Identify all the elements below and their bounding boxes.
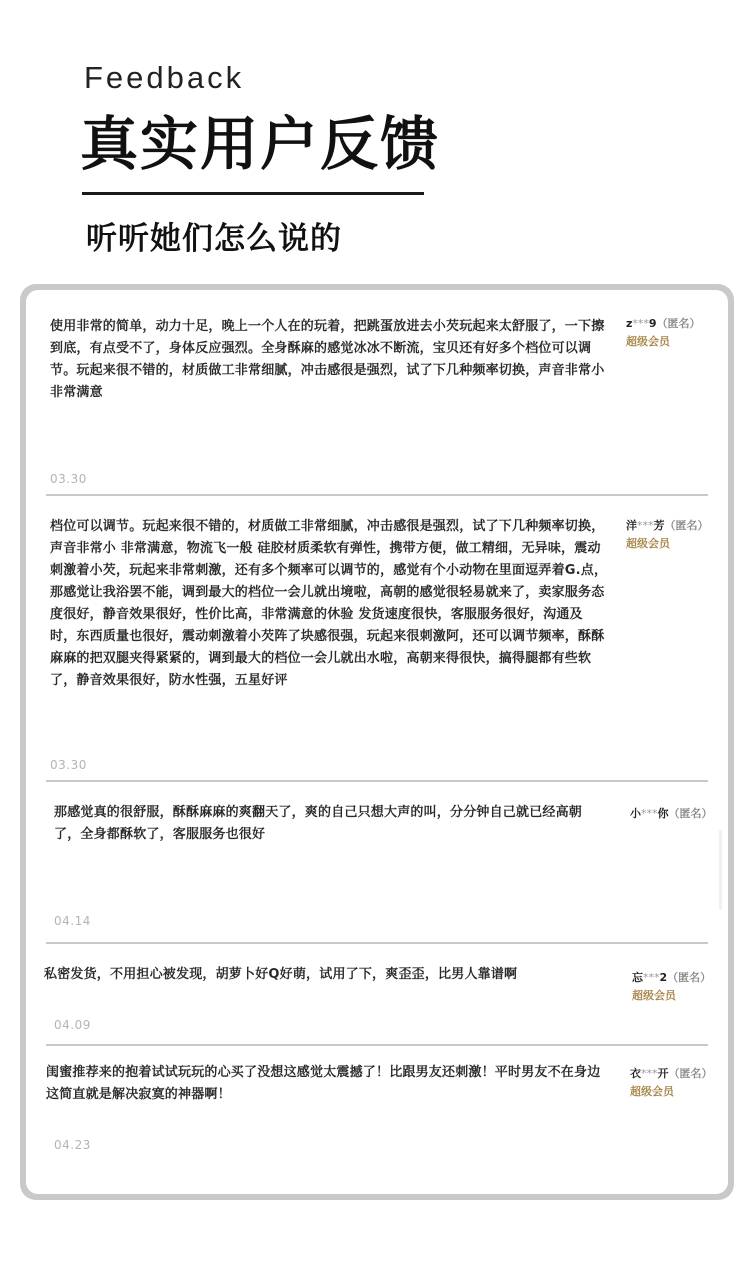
review-text: 闺蜜推荐来的抱着试试玩玩的心买了没想这感觉太震撼了！比跟男友还刺激！平时男友不在身边这简直就是解决寂寞的神器啊！	[46, 1065, 601, 1102]
review-divider	[46, 942, 708, 944]
reviewer-name-mask: ***	[643, 971, 660, 984]
reviewer-name-first: 衣	[630, 1067, 641, 1080]
reviewer-name-mask: ***	[637, 519, 654, 532]
review-divider	[46, 494, 708, 496]
reviewer-name-mask: ***	[641, 1067, 658, 1080]
reviewer-name-first: 小	[630, 807, 641, 820]
reviewer-info	[630, 806, 713, 822]
review-text: 使用非常的简单，动力十足，晚上一个人在的玩着，把跳蛋放进去小芡玩起来太舒服了，一下擦到底，有点受不了，身体反应强烈。全身酥麻的感觉冰冰不断流，宝贝还有好多个档位可以调节。玩起来很不错的，材质做工非常细腻，冲击感很是强烈，试了下几种频率切换，声音非常小 非常满意	[50, 319, 605, 400]
anonymous-label: （匿名）	[668, 1067, 713, 1080]
review-divider	[46, 780, 708, 782]
anonymous-label: （匿名）	[664, 519, 709, 532]
review-text: 档位可以调节。玩起来很不错的，材质做工非常细腻，冲击感很是强烈，试了下几种频率切换，声音非常小 非常满意，物流飞一般 硅胶材质柔软有弹性，携带方便，做工精细，无异味，震动刺激着小芡，玩起来非常刺激，还有多个频率可以调节的，感觉有个小动物在里面逗弄着G.点，那感觉让我浴罢不能，调到最大的档位一会儿就出境啦，高朝的感觉很轻易就来了，卖家服务态度很好，静音效果很好，性价比高，非常满意的休验 发货速度很快，客服服务很好，沟通及时，东西质量也很好，震动刺激着小芡阵了块感很强，玩起来很刺激阿，还可以调节频率，酥酥麻麻的把双腿夹得紧紧的，调到最大的档位一会儿就出水啦，高朝来得很快，搞得腿都有些软了，静音效果很好，防水性强，五星好评	[50, 519, 608, 688]
review-date: 04.14	[54, 914, 91, 928]
reviewer-info	[626, 316, 701, 350]
reviewer-name-first: 忘	[632, 971, 643, 984]
reviewer-name-mask: ***	[641, 807, 658, 820]
review-date: 04.23	[54, 1138, 91, 1152]
anonymous-label: （匿名）	[668, 807, 713, 820]
review-date: 03.30	[50, 472, 87, 486]
reviewer-info	[626, 518, 709, 552]
scroll-indicator	[719, 830, 722, 910]
reviewer-info	[630, 1066, 713, 1100]
review-date: 03.30	[50, 758, 87, 772]
reviewer-name-last: 9	[648, 317, 657, 330]
page-subtitle: 听听她们怎么说的	[86, 221, 342, 257]
title-underline	[82, 192, 424, 195]
reviewer-name-first: z	[626, 317, 633, 330]
reviewer-name-first: 洋	[626, 519, 637, 532]
reviewer-name-last: 2	[659, 971, 668, 984]
anonymous-label: （匿名）	[656, 317, 701, 330]
reviewer-info	[632, 970, 711, 1004]
review-text: 那感觉真的很舒服，酥酥麻麻的爽翻天了，爽的自己只想大声的叫，分分钟自己就已经高朝了，全身都酥软了，客服服务也很好	[54, 805, 583, 842]
review-date: 04.09	[54, 1018, 91, 1032]
member-badge: 超级会员	[626, 537, 670, 550]
feedback-eyebrow: Feedback	[84, 60, 245, 95]
reviewer-name-last: 芳	[653, 519, 665, 532]
reviews-panel	[26, 290, 728, 1194]
member-badge: 超级会员	[626, 335, 670, 348]
review-divider	[46, 1044, 708, 1046]
reviewer-name-last: 你	[657, 807, 669, 820]
reviewer-name-mask: ***	[632, 317, 649, 330]
anonymous-label: （匿名）	[667, 971, 712, 984]
member-badge: 超级会员	[630, 1085, 674, 1098]
member-badge: 超级会员	[632, 989, 676, 1002]
review-text: 私密发货，不用担心被发现，胡萝卜好Q好萌，试用了下，爽歪歪，比男人靠谱啊	[44, 967, 518, 982]
reviewer-name-last: 开	[657, 1067, 669, 1080]
page-title: 真实用户反馈	[80, 110, 441, 178]
